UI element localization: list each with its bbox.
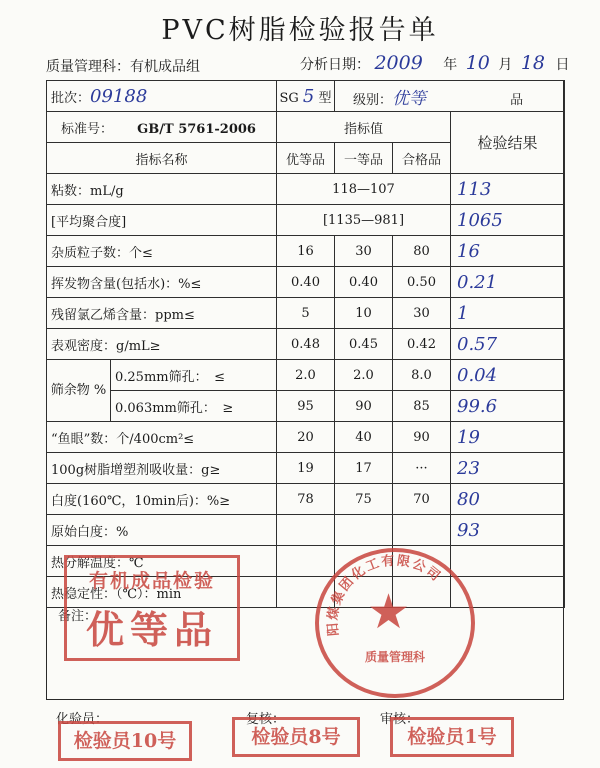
result-value: 16: [451, 236, 565, 267]
item-name-header: 指标名称: [47, 143, 277, 174]
result-value: 99.6: [451, 391, 565, 422]
spec-value: 118—107: [277, 174, 451, 205]
spec-superior: 78: [277, 484, 335, 515]
spec-value: [1135—981]: [277, 205, 451, 236]
result-value: 80: [451, 484, 565, 515]
result-value: 113: [451, 174, 565, 205]
grade-col-qualified: 合格品: [393, 143, 451, 174]
batch-value: 09188: [90, 85, 148, 107]
date-month: 10: [465, 52, 490, 74]
analysis-date: [300, 52, 569, 74]
standard-value: GB/T 5761-2006: [137, 121, 256, 137]
spec-qualified: 8.0: [393, 360, 451, 391]
date-day-unit: 日: [555, 57, 570, 73]
item-name: 杂质粒子数：个≤: [47, 236, 277, 267]
item-name: “鱼眼”数：个/400cm²≤: [47, 422, 277, 453]
remark-label: 备注：: [58, 609, 98, 624]
batch-cell: [47, 81, 277, 112]
item-name: 0.063mm筛孔： ≥: [111, 391, 277, 422]
table-row: [47, 329, 565, 360]
grade-col-first: 一等品: [335, 143, 393, 174]
spec-first: 90: [335, 391, 393, 422]
batch-label: 批次：: [51, 90, 91, 106]
table-row: [47, 484, 565, 515]
spec-first: 40: [335, 422, 393, 453]
table-row: [47, 174, 565, 205]
table-row: [47, 422, 565, 453]
result-value: 0.21: [451, 267, 565, 298]
grade-stamp: [64, 555, 240, 661]
date-year: 2009: [374, 52, 423, 74]
inspection-table: [46, 80, 565, 608]
spec-qualified: 85: [393, 391, 451, 422]
date-day: 18: [520, 52, 545, 74]
spec-first: 17: [335, 453, 393, 484]
company-seal: [315, 548, 475, 698]
seal-department: 质量管理科: [364, 650, 425, 664]
spec-header: 指标值: [277, 112, 451, 143]
spec-qualified: 80: [393, 236, 451, 267]
spec-superior: 16: [277, 236, 335, 267]
item-name: 白度(160℃，10min后)：%≥: [47, 484, 277, 515]
result-value: 0.04: [451, 360, 565, 391]
approver-label: 审核：: [380, 712, 420, 727]
sg-suffix: 型: [318, 90, 332, 106]
spec-qualified: 90: [393, 422, 451, 453]
grade-stamp-text: 优等品: [85, 607, 218, 652]
spec-qualified: [393, 515, 451, 546]
result-value: 0.57: [451, 329, 565, 360]
spec-qualified: 0.42: [393, 329, 451, 360]
spec-superior: 95: [277, 391, 335, 422]
spec-qualified: 30: [393, 298, 451, 329]
spec-first: 30: [335, 236, 393, 267]
table-row: [47, 267, 565, 298]
item-name: 粘数：mL/g: [47, 174, 277, 205]
department: [46, 56, 200, 76]
spec-superior: 0.40: [277, 267, 335, 298]
grade-suffix: 品: [510, 92, 524, 108]
table-row: [47, 391, 565, 422]
svg-text:阳煤集团化工有限公司: 阳煤集团化工有限公司: [325, 553, 445, 637]
batch-row: [47, 81, 565, 112]
date-label: 分析日期：: [300, 57, 370, 73]
spec-first: 2.0: [335, 360, 393, 391]
spec-qualified: ···: [393, 453, 451, 484]
inspector-stamp: 检验员10号: [58, 721, 192, 761]
spec-first: 75: [335, 484, 393, 515]
reviewer-label: 复核：: [246, 712, 286, 727]
item-name: 0.25mm筛孔： ≤: [111, 360, 277, 391]
spec-qualified: 0.50: [393, 267, 451, 298]
grade-stamp-header: 有机成品检验: [88, 570, 215, 592]
result-value: 1: [451, 298, 565, 329]
item-name: 热稳定性：（℃）：min: [47, 577, 277, 608]
spec-superior: [277, 515, 335, 546]
spec-first: 0.40: [335, 267, 393, 298]
spec-first: 10: [335, 298, 393, 329]
result-value: 1065: [451, 205, 565, 236]
sg-value: 5: [302, 85, 315, 107]
table-row: [47, 515, 565, 546]
result-value: 23: [451, 453, 565, 484]
approver-stamp: 检验员1号: [390, 717, 514, 757]
table-row: [47, 360, 565, 391]
standard-label: 标准号：: [61, 121, 114, 137]
spec-superior: 19: [277, 453, 335, 484]
item-name: 表观密度：g/mL≥: [47, 329, 277, 360]
reviewer-stamp: 检验员8号: [232, 717, 360, 757]
report-title: PVC树脂检验报告单: [161, 15, 439, 46]
spec-qualified: 70: [393, 484, 451, 515]
spec-first: 0.45: [335, 329, 393, 360]
star-icon: ★: [367, 584, 411, 640]
sg-cell: [277, 81, 335, 112]
spec-superior: 0.48: [277, 329, 335, 360]
date-year-unit: 年: [443, 57, 458, 73]
item-name: 热分解温度：℃: [47, 546, 277, 577]
result-value: 93: [451, 515, 565, 546]
result-value: 19: [451, 422, 565, 453]
department-value: 有机成品组: [130, 59, 200, 75]
date-month-unit: 月: [498, 57, 513, 73]
grade-cell: [335, 81, 565, 112]
grade-label: 级别：: [353, 92, 393, 108]
item-name: 100g树脂增塑剂吸收量：g≥: [47, 453, 277, 484]
standard-row: [47, 112, 565, 143]
sieve-group-label: 筛余物 %: [47, 360, 111, 422]
item-name: 挥发物含量(包括水)：%≤: [47, 267, 277, 298]
standard-cell: [47, 112, 277, 143]
grade-value: 优等: [392, 88, 427, 109]
table-row: [47, 236, 565, 267]
inspector-label: 化验员：: [56, 712, 109, 727]
grade-col-superior: 优等品: [277, 143, 335, 174]
sg-prefix: SG: [279, 90, 299, 106]
table-row: [47, 453, 565, 484]
table-row: [47, 205, 565, 236]
item-name: 原始白度：%: [47, 515, 277, 546]
item-name: 残留氯乙烯含量：ppm≤: [47, 298, 277, 329]
table-row: [47, 298, 565, 329]
item-name: [平均聚合度]: [47, 205, 277, 236]
department-label: 质量管理科：: [46, 59, 130, 75]
spec-superior: 2.0: [277, 360, 335, 391]
spec-superior: 5: [277, 298, 335, 329]
result-header: 检验结果: [451, 112, 565, 174]
spec-first: [335, 515, 393, 546]
spec-superior: 20: [277, 422, 335, 453]
